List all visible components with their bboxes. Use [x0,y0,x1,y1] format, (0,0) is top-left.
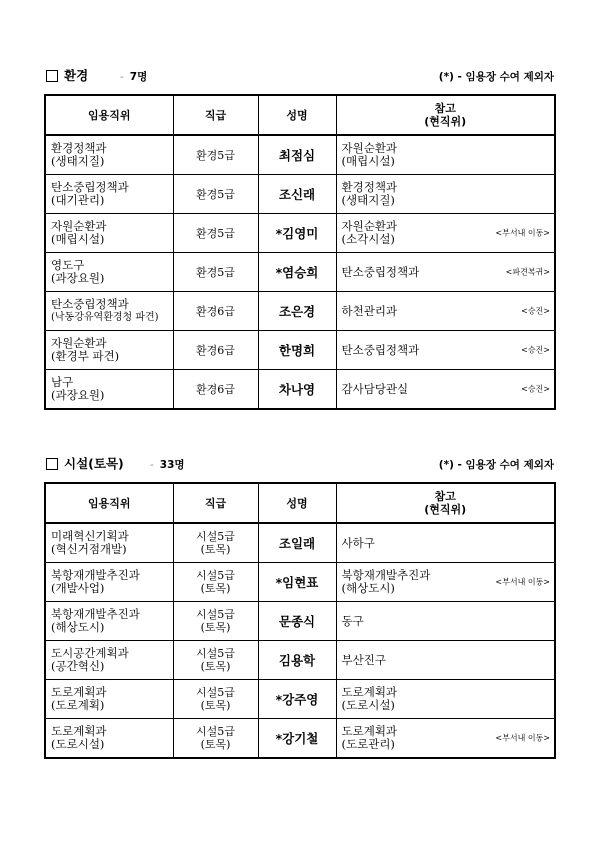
section-note: (*) - 임용장 수여 제외자 [438,71,554,83]
position-cell [45,370,173,410]
grade-value: 환경5급 [196,148,235,162]
current-position: 사하구 [341,535,375,550]
position-name: 도시공간계획과 [51,646,129,660]
reference-cell [336,253,555,292]
position-cell [45,253,173,292]
transfer-tag: <부서내 이동> [495,733,550,743]
transfer-tag: <부서내 이동> [495,577,550,587]
position-detail: (도로시설) [51,737,105,751]
position-detail: (도로계획) [51,698,105,712]
current-position: 감사담당관실 [341,381,409,396]
section-count: - 7명 [120,71,148,83]
person-name: 조일래 [258,523,336,563]
grade-series: (토목) [200,660,231,673]
grade-value: 시설5급 [196,569,235,582]
current-position: 동구 [341,613,364,628]
position-name: 미래혁신기획과 [51,529,129,543]
position-detail: (공간혁신) [51,659,105,673]
current-position: 환경정책과 [341,180,398,194]
grade-cell [173,719,258,759]
position-detail: (낙동강유역환경청 파견) [51,312,159,323]
current-position: 도로계획과 [341,685,398,699]
reference-cell [336,719,555,759]
person-name: 차나영 [258,370,336,410]
table-row [45,292,555,331]
section-note: (*) - 임용장 수여 제외자 [438,459,554,471]
grade-cell [173,680,258,719]
section-header [44,68,554,86]
grade-value: 환경5급 [196,187,235,201]
table-row [45,331,555,370]
header-name: 성명 [258,95,336,135]
position-detail: (해상도시) [51,620,105,634]
header-position: 임용직위 [45,483,173,523]
position-name: 환경정책과 [51,141,107,155]
person-name: *김영미 [258,214,336,253]
position-detail: (개발사업) [51,581,105,595]
grade-series: (토목) [200,738,231,751]
grade-value: 시설5급 [196,725,235,738]
reference-cell [336,175,555,214]
position-name: 남구 [51,375,74,389]
person-name: *강주영 [258,680,336,719]
table-row [45,253,555,292]
position-detail: (혁신거점개발) [51,542,127,556]
position-detail: (과장요원) [51,271,105,285]
table-row [45,370,555,410]
grade-cell [173,563,258,602]
position-detail: (생태지질) [51,154,105,168]
current-position-detail: (생태지질) [341,193,395,207]
table-row [45,214,555,253]
current-position: 북항재개발추진과 [341,568,431,582]
grade-series: (토목) [200,699,231,712]
grade-value: 환경6급 [196,304,235,318]
grade-cell [173,331,258,370]
current-position: 탄소중립정책과 [341,264,420,279]
table-row [45,175,555,214]
table-row [45,602,555,641]
position-cell [45,523,173,563]
person-name: 문종식 [258,602,336,641]
position-cell [45,563,173,602]
grade-value: 환경6급 [196,382,235,396]
position-name: 탄소중립정책과 [51,297,129,311]
current-position: 탄소중립정책과 [341,342,420,357]
transfer-tag: <파견복귀> [505,267,550,277]
grade-value: 시설5급 [196,686,235,699]
current-position-detail: (소각시설) [341,232,395,246]
reference-cell [336,523,555,563]
grade-series: (토목) [200,582,231,595]
person-name: *염승희 [258,253,336,292]
grade-cell [173,292,258,331]
header-grade: 직급 [173,95,258,135]
table-row [45,680,555,719]
reference-cell [336,214,555,253]
appointment-table [44,482,556,759]
current-position: 하천관리과 [341,303,398,318]
table-row [45,523,555,563]
grade-cell [173,370,258,410]
current-position-detail: (해상도시) [341,581,395,595]
grade-cell [173,602,258,641]
current-position-detail: (매립시설) [341,154,395,168]
table-header-row [45,95,555,135]
grade-series: (토목) [200,543,231,556]
table-row [45,135,555,175]
current-position: 도로계획과 [341,724,398,738]
position-cell [45,175,173,214]
grade-cell [173,214,258,253]
transfer-tag: <승진> [521,345,550,355]
reference-cell [336,331,555,370]
grade-cell [173,523,258,563]
grade-value: 환경5급 [196,265,235,279]
position-detail: (과장요원) [51,388,105,402]
grade-value: 시설5급 [196,530,235,543]
grade-value: 시설5급 [196,608,235,621]
section-environment [44,68,554,410]
reference-cell [336,680,555,719]
grade-value: 환경6급 [196,343,235,357]
transfer-tag: <승진> [521,384,550,394]
header-position: 임용직위 [45,95,173,135]
reference-cell [336,563,555,602]
section-count: - 33명 [150,459,185,471]
reference-cell [336,602,555,641]
position-cell [45,680,173,719]
reference-cell [336,641,555,680]
position-cell [45,135,173,175]
person-name: 조신래 [258,175,336,214]
transfer-tag: <부서내 이동> [495,228,550,238]
header-name: 성명 [258,483,336,523]
table-row [45,641,555,680]
section-title: 환경 [64,68,89,83]
checkbox-icon [46,458,58,470]
position-cell [45,331,173,370]
position-name: 영도구 [51,258,85,272]
position-detail: (대기관리) [51,193,105,207]
person-name: *임현표 [258,563,336,602]
position-cell [45,719,173,759]
person-name: *강기철 [258,719,336,759]
person-name: 조은경 [258,292,336,331]
checkbox-icon [46,70,58,82]
position-cell [45,214,173,253]
header-grade: 직급 [173,483,258,523]
current-position: 자원순환과 [341,141,398,155]
section-title: 시설(토목) [64,456,124,471]
grade-value: 환경5급 [196,226,235,240]
grade-series: (토목) [200,621,231,634]
current-position: 자원순환과 [341,219,398,233]
person-name: 김용학 [258,641,336,680]
person-name: 한명희 [258,331,336,370]
position-cell [45,602,173,641]
grade-cell [173,135,258,175]
current-position-detail: (도로관리) [341,737,395,751]
current-position: 부산진구 [341,652,386,667]
position-name: 자원순환과 [51,219,107,233]
table-header-row [45,483,555,523]
position-detail: (환경부 파견) [51,349,120,363]
transfer-tag: <승진> [521,306,550,316]
position-name: 도로계획과 [51,724,107,738]
appointment-table [44,94,556,410]
position-name: 자원순환과 [51,336,107,350]
reference-cell [336,370,555,410]
position-cell [45,641,173,680]
table-row [45,719,555,759]
reference-cell [336,135,555,175]
reference-cell [336,292,555,331]
header-reference: 참고 (현직위) [336,95,555,135]
position-name: 북항재개발추진과 [51,568,140,582]
position-cell [45,292,173,331]
header-reference: 참고 (현직위) [336,483,555,523]
grade-cell [173,175,258,214]
grade-cell [173,641,258,680]
position-name: 북항재개발추진과 [51,607,140,621]
position-name: 탄소중립정책과 [51,180,129,194]
grade-value: 시설5급 [196,647,235,660]
position-name: 도로계획과 [51,685,107,699]
person-name: 최점심 [258,135,336,175]
current-position-detail: (도로시설) [341,698,395,712]
table-row [45,563,555,602]
section-civil-engineering [44,456,554,759]
section-header [44,456,554,474]
grade-cell [173,253,258,292]
position-detail: (매립시설) [51,232,105,246]
